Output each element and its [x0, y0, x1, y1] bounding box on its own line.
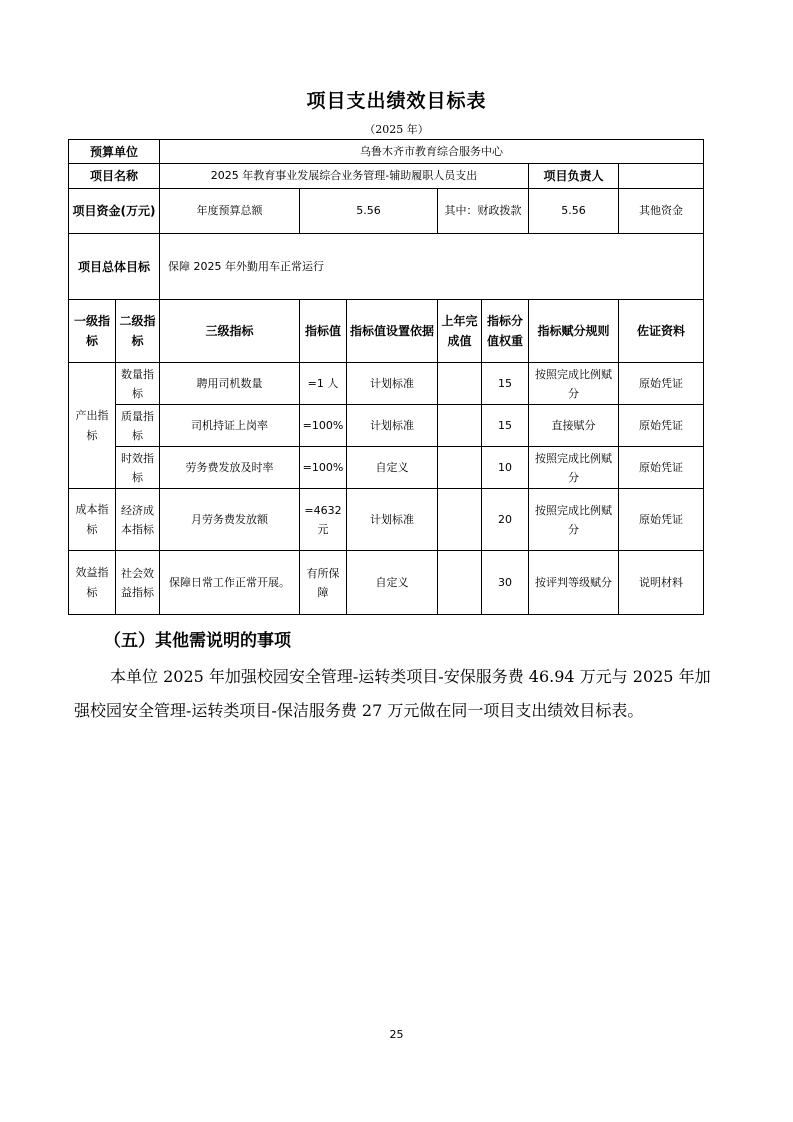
- explanation-paragraph: [74, 660, 714, 728]
- project-name-label: 项目名称: [69, 164, 160, 189]
- row-level2: 经济成本指标: [116, 489, 160, 551]
- row-rule: 直接赋分: [529, 405, 619, 447]
- row-evidence: 原始凭证: [619, 363, 704, 405]
- row-weight: 15: [482, 405, 529, 447]
- row-basis: 计划标准: [347, 405, 438, 447]
- group-level1: 产出指标: [69, 363, 116, 489]
- row-level2: 社会效益指标: [116, 551, 160, 615]
- header-value: 指标值: [300, 300, 347, 363]
- row-rule: 按照完成比例赋分: [529, 363, 619, 405]
- funds-other-label: 其他资金: [619, 189, 704, 234]
- table-row: [69, 489, 704, 551]
- header-rule: 指标赋分规则: [529, 300, 619, 363]
- row-level2: 数量指标: [116, 363, 160, 405]
- row-last-year: [438, 447, 482, 489]
- row-rule: 按照完成比例赋分: [529, 489, 619, 551]
- budget-unit-label: 预算单位: [69, 140, 160, 164]
- row-value: =4632元: [300, 489, 347, 551]
- header-weight: 指标分值权重: [482, 300, 529, 363]
- row-weight: 20: [482, 489, 529, 551]
- row-level3: 保障日常工作正常开展。: [160, 551, 300, 615]
- header-last-year: 上年完成值: [438, 300, 482, 363]
- row-last-year: [438, 551, 482, 615]
- funds-fiscal-value: 5.56: [529, 189, 619, 234]
- row-value: =100%: [300, 405, 347, 447]
- row-level3: 劳务费发放及时率: [160, 447, 300, 489]
- header-level1: 一级指标: [69, 300, 116, 363]
- page-number: 25: [389, 1028, 404, 1041]
- row-value: 有所保障: [300, 551, 347, 615]
- row-level2: 质量指标: [116, 405, 160, 447]
- row-weight: 15: [482, 363, 529, 405]
- section-title: （五）其他需说明的事项: [104, 631, 291, 651]
- row-evidence: 说明材料: [619, 551, 704, 615]
- project-leader-label: 项目负责人: [529, 164, 619, 189]
- year-label: （2025 年）: [364, 123, 429, 136]
- header-evidence: 佐证资料: [619, 300, 704, 363]
- row-basis: 计划标准: [347, 363, 438, 405]
- row-weight: 10: [482, 447, 529, 489]
- header-level3: 三级指标: [160, 300, 300, 363]
- table-row: [69, 405, 704, 447]
- header-basis: 指标值设置依据: [347, 300, 438, 363]
- row-last-year: [438, 405, 482, 447]
- goal-value: 保障 2025 年外勤用车正常运行: [160, 234, 704, 300]
- table-row: [69, 447, 704, 489]
- page-title: 项目支出绩效目标表: [306, 90, 487, 112]
- row-value: =1 人: [300, 363, 347, 405]
- performance-target-table: [68, 139, 704, 615]
- row-evidence: 原始凭证: [619, 489, 704, 551]
- row-value: =100%: [300, 447, 347, 489]
- row-last-year: [438, 363, 482, 405]
- project-name-value: 2025 年教育事业发展综合业务管理-辅助履职人员支出: [160, 164, 529, 189]
- row-basis: 自定义: [347, 551, 438, 615]
- row-evidence: 原始凭证: [619, 405, 704, 447]
- row-rule: 按照完成比例赋分: [529, 447, 619, 489]
- paragraph-text: 本单位 2025 年加强校园安全管理-运转类项目-安保服务费 46.94 万元与 2025 年加强校园安全管理-运转类项目-保洁服务费 27 万元做在同一项目支出绩效目标表。: [74, 667, 711, 720]
- table-row: [69, 551, 704, 615]
- row-last-year: [438, 489, 482, 551]
- group-level1: 成本指标: [69, 489, 116, 551]
- project-leader-value: [619, 164, 704, 189]
- row-basis: 自定义: [347, 447, 438, 489]
- budget-unit-value: 乌鲁木齐市教育综合服务中心: [160, 140, 704, 164]
- funds-total-value: 5.56: [300, 189, 438, 234]
- goal-label: 项目总体目标: [69, 234, 160, 300]
- row-level3: 聘用司机数量: [160, 363, 300, 405]
- funds-fiscal-label: 其中：财政拨款: [438, 189, 529, 234]
- row-basis: 计划标准: [347, 489, 438, 551]
- row-level3: 月劳务费发放额: [160, 489, 300, 551]
- table-row: [69, 363, 704, 405]
- row-rule: 按评判等级赋分: [529, 551, 619, 615]
- header-level2: 二级指标: [116, 300, 160, 363]
- group-level1: 效益指标: [69, 551, 116, 615]
- row-level3: 司机持证上岗率: [160, 405, 300, 447]
- funds-label: 项目资金(万元): [69, 189, 160, 234]
- row-level2: 时效指标: [116, 447, 160, 489]
- row-evidence: 原始凭证: [619, 447, 704, 489]
- funds-total-label: 年度预算总额: [160, 189, 300, 234]
- row-weight: 30: [482, 551, 529, 615]
